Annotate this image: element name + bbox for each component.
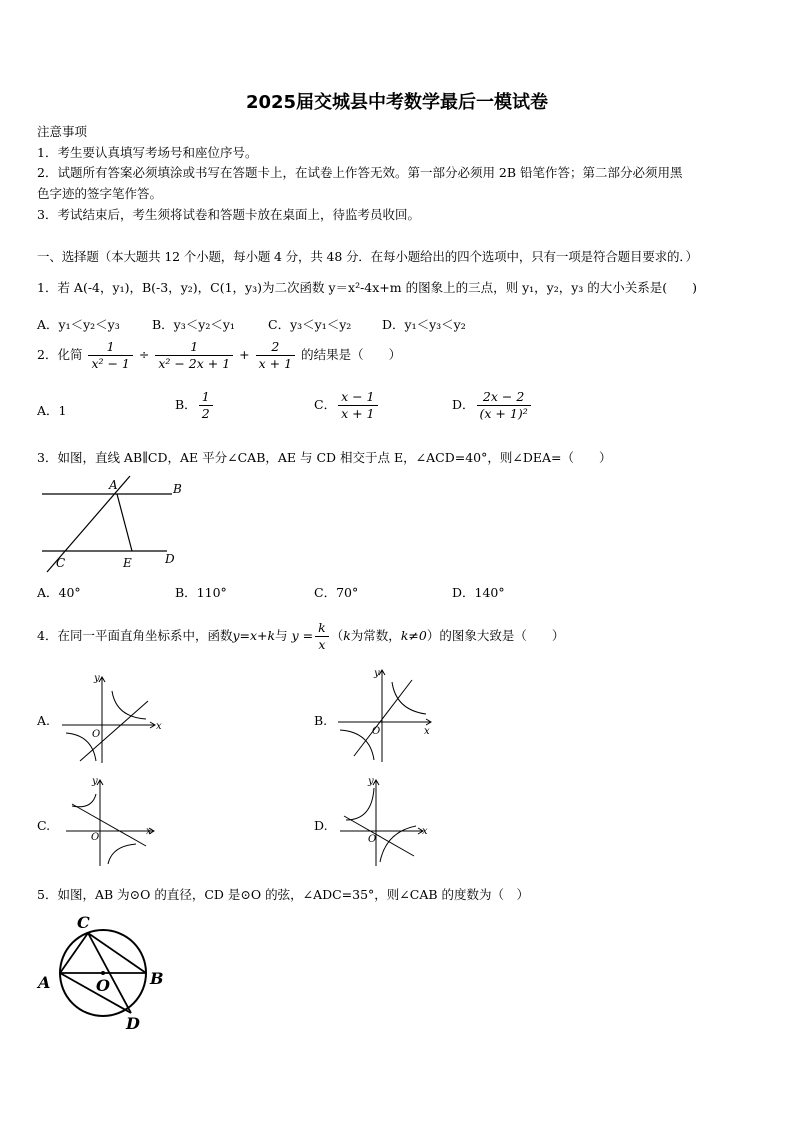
q4-option-c[interactable]: C. (37, 818, 51, 833)
q2-option-c[interactable]: C． $\frac{x - 1}{x + 1}$ (314, 389, 380, 422)
q2-fraction-1: $\frac{1}{\text{x² − 1}}$ (88, 339, 132, 372)
q3-option-a[interactable]: A．40° (37, 585, 81, 600)
q4-graph-a[interactable] (60, 673, 165, 765)
notice-item: 3．考试结束后，考生须将试卷和答题卡放在桌面上，待监考员收回。 (37, 207, 420, 222)
q2-fraction-2: $\frac{1}{\text{x² − 2x + 1}}$ (155, 339, 233, 372)
question-2-stem (37, 339, 401, 372)
q1-option-c[interactable]: C．y₃＜y₁＜y₂ (268, 317, 352, 332)
svg-text:C: C (77, 913, 90, 932)
svg-text:x: x (424, 726, 430, 737)
question-5-stem: 5．如图，AB 为⊙O 的直径，CD 是⊙O 的弦，∠ADC=35°，则∠CAB 的度数为（ ） (37, 887, 530, 902)
segment-ae (117, 494, 132, 551)
q1-option-b[interactable]: B．y₃＜y₂＜y₁ (152, 317, 235, 332)
segment-cb (88, 933, 146, 973)
svg-text:x: x (422, 826, 428, 837)
section-heading: 一、选择题（本大题共 12 个小题，每小题 4 分，共 48 分．在每小题给出的四个选项中，只有一项是符合题目要求的．） (37, 249, 698, 264)
q2-option-d[interactable]: D． $\frac{2x - 2}{\text{(x + 1)²}}$ (452, 389, 533, 422)
q3-parallel-lines-figure (37, 474, 185, 574)
q2-divide-sign: ÷ (138, 347, 150, 362)
label-a: A (109, 478, 118, 492)
svg-text:O: O (372, 726, 381, 737)
question-1-stem: 1．若 A(-4，y₁)，B(-3，y₂)，C(1，y₃)为二次函数 y＝x²-4x+m 的图象上的三点，则 y₁，y₂，y₃ 的大小关系是( ) (37, 280, 698, 295)
q5-circle-figure (36, 910, 166, 1033)
center-point (101, 971, 105, 975)
q2-option-a[interactable]: A．1 (37, 403, 67, 418)
notice-heading: 注意事项 (37, 124, 88, 139)
svg-text:A: A (38, 973, 51, 992)
notice-item: 1．考生要认真填写考场号和座位序号。 (37, 145, 258, 160)
q2-suffix: 的结果是（ ） (301, 347, 402, 362)
label-d: D (165, 552, 175, 566)
svg-text:y: y (374, 668, 380, 679)
q2-plus-sign: + (239, 347, 250, 362)
question-3-stem: 3．如图，直线 AB∥CD，AE 平分∠CAB，AE 与 CD 相交于点 E，∠ACD=40°，则∠DEA=（ ） (37, 450, 612, 465)
label-c: C (56, 556, 66, 570)
q4-graph-d[interactable] (338, 776, 438, 868)
svg-text:D: D (126, 1014, 140, 1033)
svg-text:O: O (96, 976, 110, 995)
svg-text:O: O (92, 729, 101, 740)
q3-option-d[interactable]: D．140° (452, 585, 505, 600)
q2-prefix: 2．化简 (37, 347, 83, 362)
svg-text:x: x (146, 826, 152, 837)
exam-title: 2025届交城县中考数学最后一模试卷 (245, 92, 549, 113)
q3-option-c[interactable]: C．70° (314, 585, 359, 600)
q4-option-a[interactable]: A. (37, 713, 51, 728)
svg-text:y: y (94, 673, 100, 684)
q2-option-b[interactable]: B． $\frac{1}{2}$ (175, 389, 215, 422)
q4-graph-b[interactable] (336, 666, 441, 764)
svg-text:y: y (368, 776, 374, 787)
q4-graph-c[interactable] (64, 776, 164, 868)
svg-text:B: B (150, 969, 164, 988)
q2-fraction-3: $\frac{2}{x + 1}$ (256, 339, 295, 372)
q4-option-b[interactable]: B. (314, 713, 328, 728)
notice-item: 色字迹的签字笔作答。 (37, 186, 163, 201)
label-b: B (173, 482, 182, 496)
svg-text:y: y (92, 776, 98, 787)
q1-option-d[interactable]: D．y₁＜y₃＜y₂ (382, 317, 466, 332)
svg-text:x: x (156, 721, 162, 732)
question-4-stem: 4．在同一平面直角坐标系中，函数y=x+k与 y = $\frac{k}{x}$ （k为常数，k≠0）的图象大致是（ ） (37, 620, 565, 652)
notice-item: 2．试题所有答案必须填涂或书写在答题卡上，在试卷上作答无效。第一部分必须用 2B 铅笔作答；第二部分必须用黑 (37, 165, 683, 180)
q1-option-a[interactable]: A．y₁＜y₂＜y₃ (37, 317, 120, 332)
svg-text:O: O (91, 832, 100, 843)
label-e: E (123, 556, 132, 570)
svg-text:O: O (368, 834, 377, 845)
q4-option-d[interactable]: D. (314, 818, 328, 833)
q3-option-b[interactable]: B．110° (175, 585, 227, 600)
